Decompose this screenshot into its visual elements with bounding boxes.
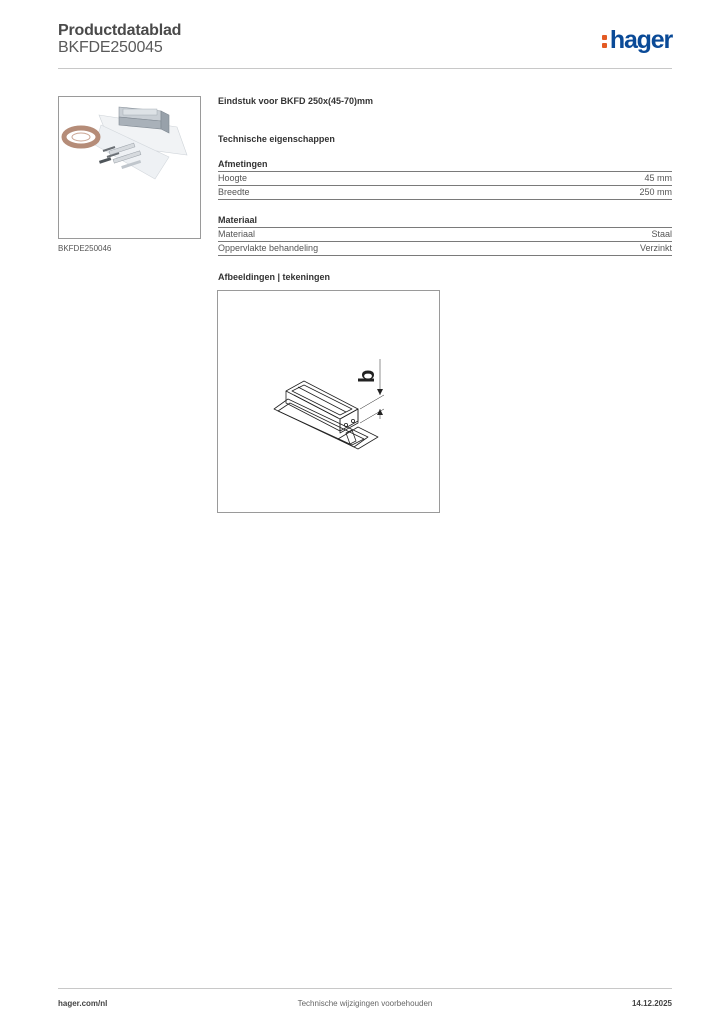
page-header xyxy=(58,22,672,69)
spec-group-dimensions xyxy=(218,158,672,200)
end-piece-drawing-icon xyxy=(218,291,439,512)
spec-value: Verzinkt xyxy=(639,243,672,253)
spec-label: Breedte xyxy=(218,187,250,197)
logo-text: hager xyxy=(609,26,672,54)
spec-group-title: Materiaal xyxy=(218,214,672,228)
spec-group-material xyxy=(218,214,672,256)
logo-colon-icon xyxy=(602,33,608,49)
product-photo-icon xyxy=(59,97,200,238)
document-title: Productdatablad xyxy=(58,22,182,39)
hager-logo xyxy=(602,26,672,55)
product-details xyxy=(218,96,672,282)
footer-note: Technische wijzigingen voorbehouden xyxy=(297,999,433,1008)
spec-row-surface-treatment xyxy=(218,242,672,256)
page-footer xyxy=(58,988,672,1010)
spec-label: Hoogte xyxy=(218,173,248,183)
spec-value: Staal xyxy=(651,229,672,239)
technical-drawing xyxy=(217,290,440,513)
footer-url[interactable]: hager.com/nl xyxy=(58,999,108,1008)
product-image-caption: BKFDE250046 xyxy=(58,244,112,253)
spec-value: 250 mm xyxy=(639,187,672,197)
product-name: Eindstuk voor BKFD 250x(45-70)mm xyxy=(218,96,374,106)
spec-row-material xyxy=(218,228,672,242)
footer-date: 14.12.2025 xyxy=(631,999,672,1008)
technical-heading: Technische eigenschappen xyxy=(218,134,335,144)
dimension-label: b xyxy=(354,369,379,383)
spec-row-height xyxy=(218,172,672,186)
spec-group-title: Afmetingen xyxy=(218,158,672,172)
images-heading: Afbeeldingen | tekeningen xyxy=(218,272,331,282)
spec-row-width xyxy=(218,186,672,200)
product-code: BKFDE250045 xyxy=(58,39,163,56)
product-image xyxy=(58,96,201,239)
spec-label: Oppervlakte behandeling xyxy=(218,243,319,253)
spec-label: Materiaal xyxy=(218,229,256,239)
spec-value: 45 mm xyxy=(644,173,672,183)
